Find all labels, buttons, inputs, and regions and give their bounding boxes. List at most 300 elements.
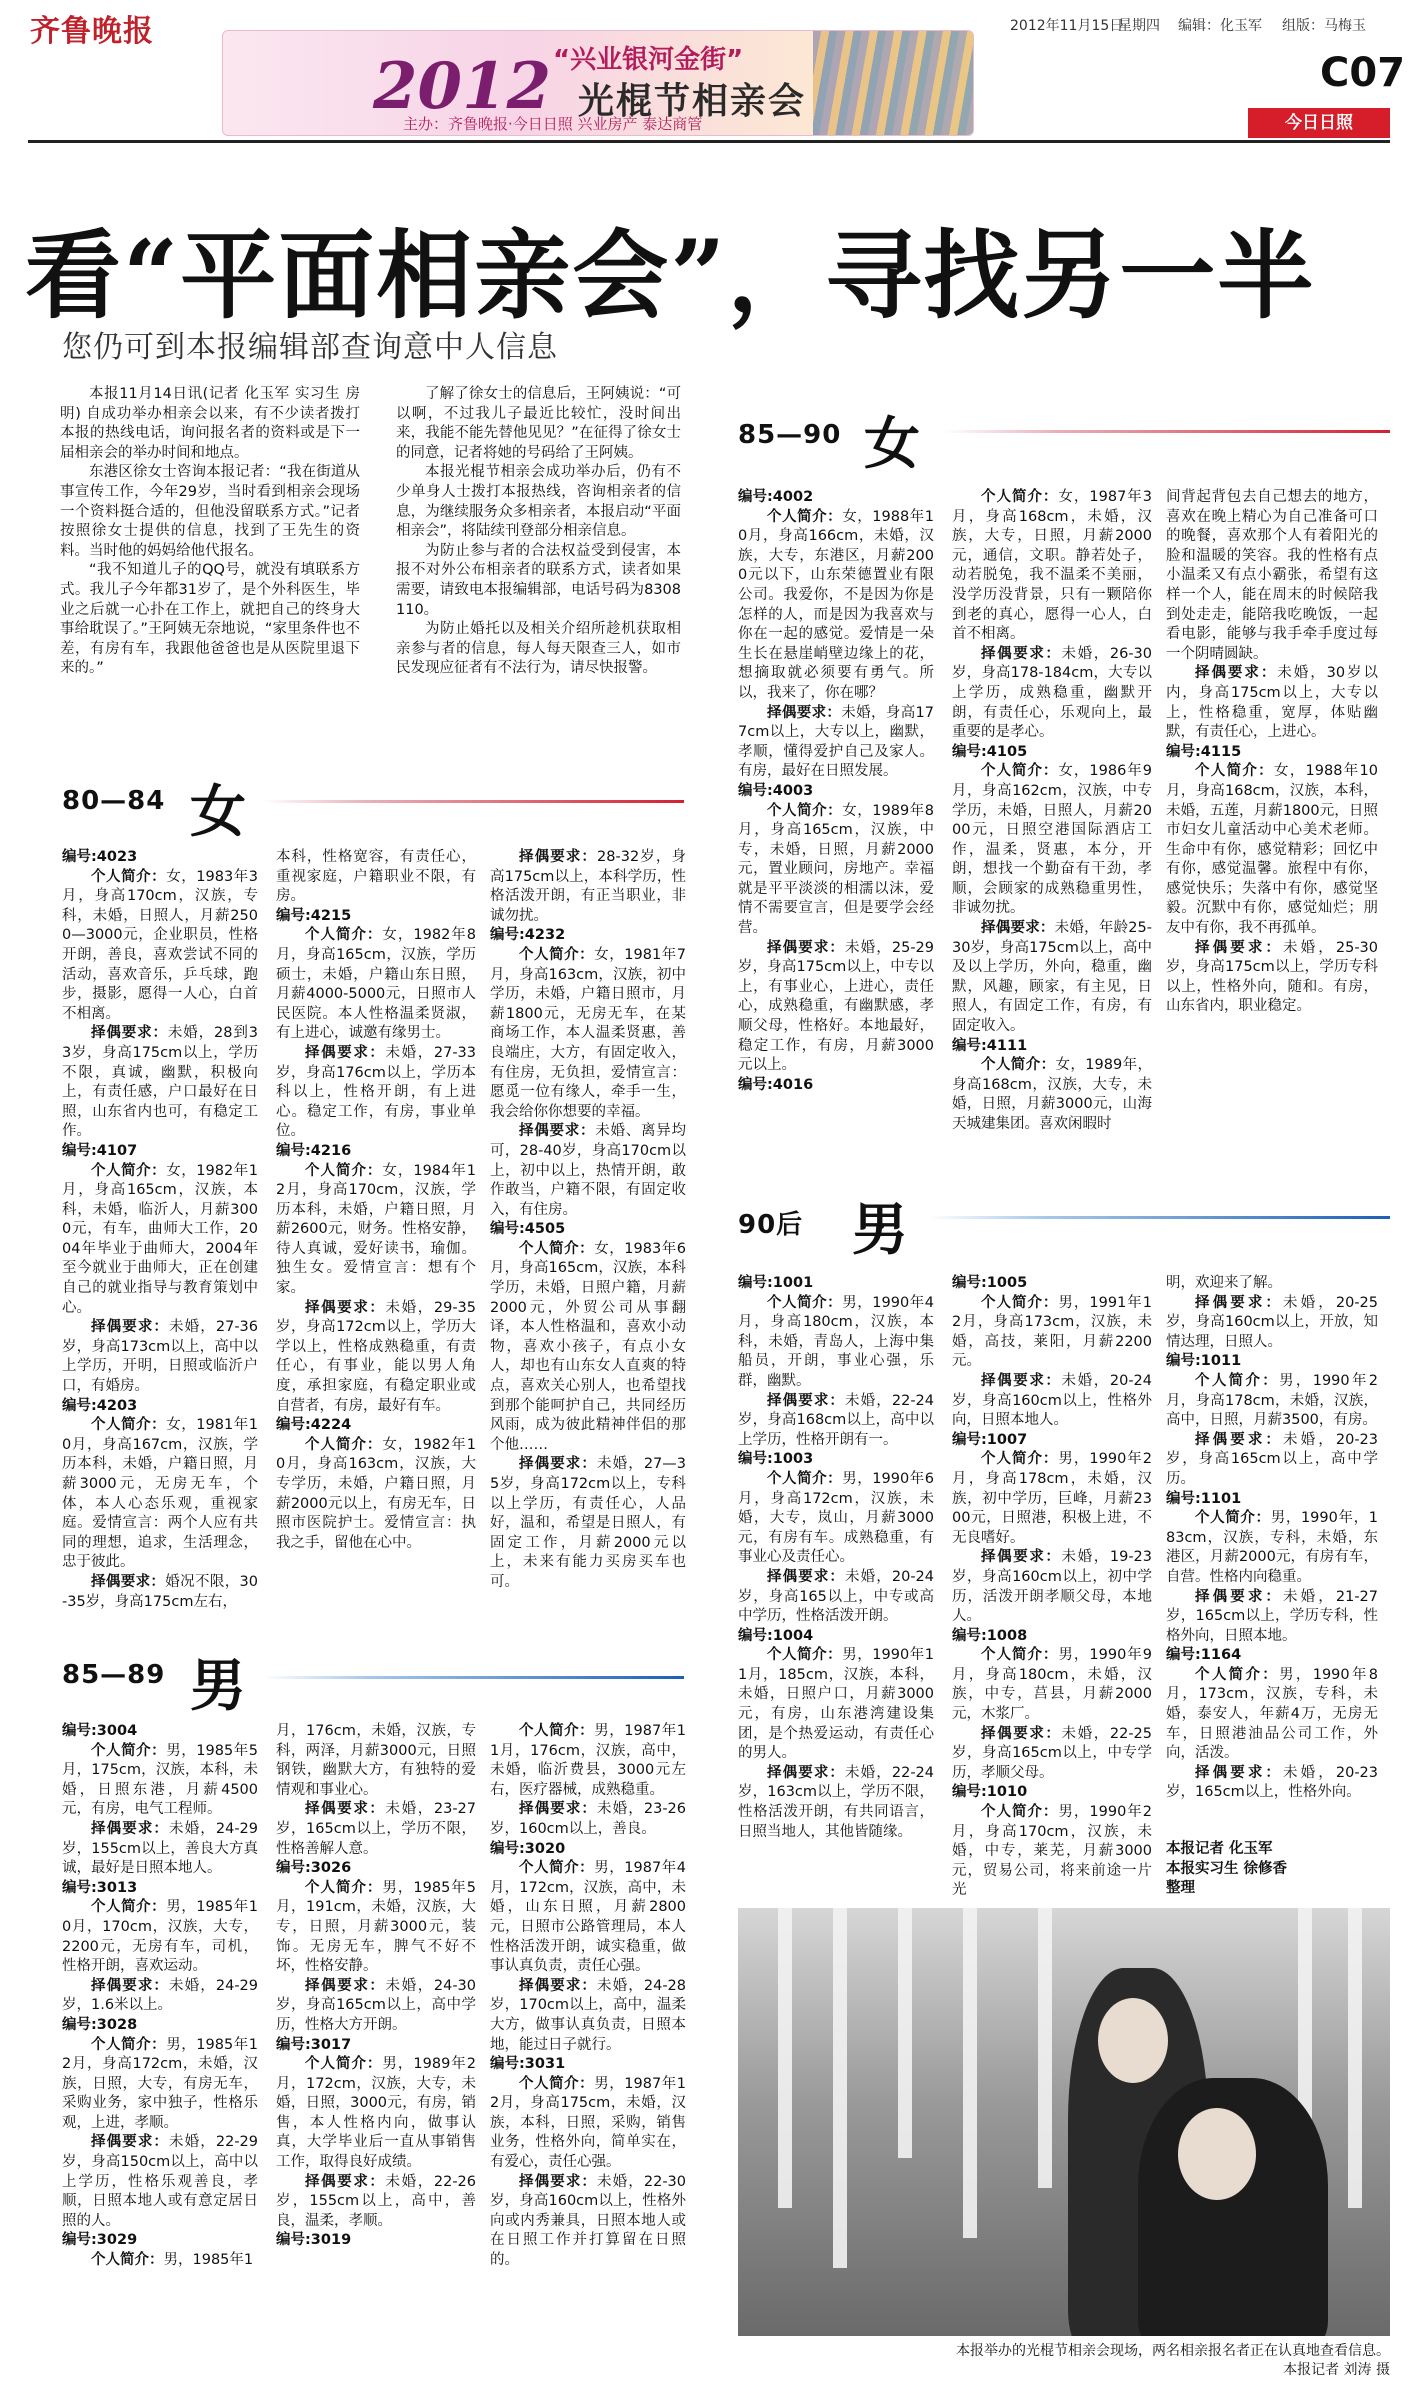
profile-text: 女，1984年12月，身高170cm，汉族，学历本科，未婚，户籍日照，月薪2600元，财务。性格安静，待人真诚，爱好读书，瑜伽。独生女。爱情宣言：想有个家。 (276, 1162, 476, 1297)
entry-profile (1166, 1509, 1378, 1587)
profile-label: 个人简介： (1195, 1510, 1271, 1527)
profile-label: 个人简介： (305, 1162, 383, 1179)
entry-requirements (62, 1573, 258, 1612)
entry-profile (738, 802, 934, 939)
entry-profile (62, 1162, 258, 1319)
listing-entry (952, 1627, 1152, 1784)
profile-text: 男，1987年4月，172cm，汉族，高中，未婚，山东日照，月薪2800元，日照市公路管理局，本人性格活泼开朗，诚实稳重，做事认真负责，责任心强。 (490, 1860, 686, 1975)
entry-code: 编号:4003 (738, 782, 814, 799)
entry-code: 编号:3004 (62, 1723, 138, 1739)
entry-code: 编号:3019 (276, 2232, 352, 2249)
entry-requirements (62, 1318, 258, 1396)
profile-text: 女，1989年，身高168cm，汉族，大专，未婚，日照，月薪3000元，山海天城建集团。喜欢闲暇时 (952, 1057, 1152, 1132)
profile-label: 个人简介： (519, 1240, 595, 1257)
requirements-label: 择偶要求： (981, 1372, 1062, 1389)
listing-column (1166, 488, 1378, 1017)
listing-entry (1166, 1274, 1378, 1294)
requirements-label: 择偶要求： (1195, 1294, 1284, 1311)
entry-requirements (738, 704, 934, 782)
listing-entry (276, 848, 476, 907)
entry-requirements (276, 1977, 476, 2036)
requirements-text: 未婚，27—35岁，身高172cm以上，专科以上学历，有责任心，人品好，温和，希望是日照人，有固定工作，月薪2000元以上，未来有能力买房买车也可。 (490, 1456, 686, 1590)
requirements-label: 择偶要求： (1195, 1431, 1284, 1448)
requirements-label: 择偶要求： (305, 1977, 386, 1994)
listing-entry (62, 1142, 258, 1397)
entry-code: 编号:4002 (738, 489, 814, 505)
section-rule (944, 430, 1390, 433)
requirements-label: 择偶要求： (91, 1319, 170, 1336)
byline-intern: 本报实习生 徐修香 (1166, 1860, 1288, 1877)
requirements-label: 择偶要求： (91, 1573, 166, 1590)
listing-entry (952, 743, 1152, 1037)
entry-requirements (1166, 1431, 1378, 1490)
issue-date: 2012年11月15日 (1010, 18, 1124, 34)
requirements-text: 未婚，22-25岁，身高165cm以上，中专学历，孝顺父母。 (952, 1725, 1153, 1781)
entry-requirements (62, 1820, 258, 1879)
header-divider (28, 140, 1390, 143)
intro-paragraph: 了解了徐女士的信息后，王阿姨说：“可以啊，不过我儿子最近比较忙，没时间出来，我能不能先替他见见？”在征得了徐女士的同意，记者将她的号码给了王阿姨。 (396, 386, 681, 461)
entry-requirements (490, 848, 686, 926)
entry-profile (490, 1859, 686, 1977)
profile-text: 男，1990年，183cm，汉族，专科，未婚，东港区，月薪2000元，有房有车，自营。性格内向稳重。 (1166, 1510, 1378, 1585)
layout-credit: 组版：马梅玉 (1282, 18, 1366, 34)
profile-text: 女，1982年10月，身高163cm，汉族，大专学历，未婚，户籍日照，月薪2000元以上，有房无车，日照市医院护士。爱情宣言：执我之手，留他在心中。 (276, 1436, 476, 1551)
entry-profile (490, 946, 686, 1122)
profile-text: 男，1990年4月，身高180cm，汉族，本科，未婚，青岛人，上海中集船员，开朗，事业心强，乐群，幽默。 (738, 1294, 934, 1389)
requirements-label: 择偶要求： (767, 1568, 846, 1585)
byline (1166, 1840, 1378, 1899)
listing-column (490, 848, 686, 1593)
entry-profile (490, 1722, 686, 1800)
entry-profile (738, 1470, 934, 1568)
entry-profile (276, 1436, 476, 1554)
intro-paragraph: “我不知道儿子的QQ号，就没有填联系方式。我儿子今年都31岁了，是个外科医生，毕业之后就一心扑在工作上，就把自己的终身大事给耽误了。”王阿姨无奈地说，“家里条件也不差，有房有车，我跟他爸爸也是从医院里退下来的。” (60, 562, 360, 677)
entry-requirements (952, 1372, 1152, 1431)
profile-label: 个人简介： (1195, 1666, 1280, 1683)
entry-profile (62, 2036, 258, 2134)
entry-requirements (1166, 1588, 1378, 1647)
requirements-label: 择偶要求： (981, 1549, 1062, 1566)
section-sex-male: 男 (852, 1197, 908, 1263)
profile-label: 个人简介： (91, 1742, 167, 1759)
entry-requirements (952, 1548, 1152, 1626)
profile-text: 男，1990年8月，173cm，汉族，专科，未婚，泰安人，年薪4万，无房无车，日照港油品公司工作，外向，活泼。 (1166, 1666, 1378, 1762)
requirements-text: 未婚、离异均可，28-40岁，身高170cm以上，初中以上，热情开朗，敢作敢当，户籍不限，有固定收入，有住房。 (490, 1123, 686, 1218)
profile-text: 男，1990年2月，身高178cm，未婚，汉族，初中学历，巨峰，月薪2300元，日照港，积极上进，不无良嗜好。 (952, 1451, 1152, 1546)
requirements-label: 择偶要求： (767, 1764, 846, 1781)
entry-profile (276, 2055, 476, 2173)
requirements-label: 择偶要求： (981, 1725, 1062, 1742)
entry-code: 编号:1008 (952, 1627, 1028, 1644)
entry-code: 编号:1007 (952, 1431, 1028, 1448)
section-age-80-84: 80—84 (62, 786, 166, 816)
listing-entry (490, 926, 686, 1220)
entry-continued-text: 间背起背包去自己想去的地方，喜欢在晚上精心为自己准备可口的晚餐，喜欢那个人有着阳光的脸和温暖的笑容。我的性格有点小温柔又有点小霸张，希望有这样一个人，能在周末的时候陪我到处走走，能陪我吃晚饭，一起看电影，能够与我手牵手度过每一个阴晴圆缺。 (1166, 489, 1378, 662)
entry-requirements (738, 1392, 934, 1451)
section-sex-female: 女 (190, 779, 246, 845)
entry-code: 编号:4216 (276, 1142, 352, 1159)
listing-entry (62, 2016, 258, 2232)
listing-entry (952, 1274, 1152, 1431)
entry-code: 编号:1164 (1166, 1647, 1242, 1664)
section-sex-male: 男 (190, 1653, 246, 1719)
listing-entry (738, 1450, 934, 1626)
entry-code: 编号:4105 (952, 743, 1028, 760)
entry-code: 编号:1101 (1166, 1490, 1242, 1507)
intro-paragraph: 本报光棍节相亲会成功举办后，仍有不少单身人士拨打本报热线，咨询相亲者的信息，为继续服务众多相亲者，本报启动“平面相亲会”，将陆续刊登部分相亲信息。 (396, 464, 681, 540)
listing-entry (490, 1220, 686, 1592)
section-badge: 今日日照 (1248, 108, 1390, 138)
listing-entry (1166, 1646, 1378, 1803)
listing-entry (952, 488, 1152, 743)
requirements-text: 未婚，24-29岁，155cm以上，善良大方真诚，最好是日照本地人。 (62, 1820, 259, 1877)
entry-code: 编号:4203 (62, 1397, 138, 1414)
listing-entry (738, 488, 934, 782)
entry-code: 编号:3031 (490, 2056, 566, 2073)
profile-text: 女，1983年6月，身高165cm，汉族，本科学历，未婚，日照户籍，月薪2000元，外贸公司从事翻译，本人性格温和，喜欢小动物，喜欢小孩子，有点小女人，却也有山东女人直爽的特点，喜欢关心别人，也希望找到那个能呵护自己，共同经历风雨，成为彼此精神伴侣的那个他…… (490, 1240, 686, 1453)
entry-requirements (276, 1800, 476, 1859)
section-rule (262, 1676, 684, 1679)
entry-requirements (62, 1024, 258, 1142)
profile-label: 个人简介： (981, 1294, 1059, 1311)
entry-code: 编号:3013 (62, 1879, 138, 1896)
requirements-label: 择偶要求： (767, 704, 842, 721)
event-photo (738, 1908, 1390, 2336)
profile-label: 个人简介： (91, 1417, 167, 1434)
requirements-text: 未婚，24-30岁，身高165cm以上，高中学历，性格大方开朗。 (276, 1977, 477, 2033)
listing-column (952, 1274, 1152, 1901)
listing-entry (490, 2055, 686, 2271)
intro-column-1 (60, 385, 360, 679)
requirements-text: 未婚，29-35岁，身高172cm以上，学历大学以上，性格成熟稳重，有责任心，有事业，能以男人角度，承担家庭，有稳定职业或自营者，有房，最好有车。 (276, 1299, 477, 1414)
requirements-label: 择偶要求： (305, 1801, 386, 1818)
entry-profile (62, 1742, 258, 1820)
entry-code: 编号:3028 (62, 2016, 138, 2033)
profile-text: 男，1985年1 (163, 2252, 254, 2269)
photo-credit: 本报记者 刘涛 摄 (1283, 2362, 1390, 2378)
entry-requirements (1166, 664, 1378, 742)
entry-code: 编号:1011 (1166, 1353, 1242, 1370)
profile-text: 男，1991年12月，身高173cm，汉族，未婚，高技，莱阳，月薪2200元。 (952, 1294, 1152, 1370)
listing-entry (1166, 664, 1378, 742)
requirements-label: 择偶要求： (1195, 939, 1284, 956)
entry-profile (1166, 762, 1378, 938)
profile-label: 个人简介： (981, 1804, 1059, 1821)
listing-entry (952, 1037, 1152, 1135)
listing-column (738, 1274, 934, 1842)
entry-profile (952, 762, 1152, 919)
listing-entry (62, 1722, 258, 1879)
entry-profile (952, 488, 1152, 645)
requirements-text: 未婚，22-24岁，身高168cm以上，高中以上学历，性格开朗有一。 (738, 1392, 935, 1448)
entry-profile (276, 1162, 476, 1299)
entry-requirements (62, 2133, 258, 2231)
entry-requirements (490, 1122, 686, 1220)
entry-code: 编号:4224 (276, 1417, 352, 1434)
entry-code: 编号:1010 (952, 1784, 1028, 1801)
listing-entry (738, 782, 934, 1076)
requirements-text: 未婚，19-23岁，身高160cm以上，初中学历，活泼开朗孝顺父母，本地人。 (952, 1549, 1153, 1625)
profile-label: 个人简介： (767, 508, 843, 525)
requirements-text: 未婚，28到33岁，身高175cm以上，学历不限，真诚，幽默，积极向上，有责任感，户口最好在日照，山东省内也可，有稳定工作。 (62, 1025, 258, 1140)
entry-requirements (490, 2173, 686, 2271)
requirements-label: 择偶要求： (519, 1977, 598, 1994)
profile-label: 个人简介： (91, 1899, 167, 1916)
listing-entry (1166, 1352, 1378, 1489)
entry-profile (952, 1803, 1152, 1901)
listing-entry (276, 907, 476, 1142)
requirements-text: 未婚，22-29岁，身高150cm以上，高中以上学历，性格乐观善良，孝顺，日照本地人或有意定居日照的人。 (62, 2134, 259, 2229)
page-code: C07 (1320, 50, 1406, 96)
listing-column (62, 1722, 258, 2271)
profile-label: 个人简介： (91, 868, 167, 885)
requirements-label: 择偶要求： (1195, 665, 1278, 682)
entry-requirements (490, 1800, 686, 1839)
profile-text: 女，1981年10月，身高167cm，汉族，学历本科，未婚，户籍日照，月薪3000元，无房无车，个体，本人心态乐观，重视家庭。爱情宣言：两个人应有共同的理想，追求，生活理念，忠于彼此。 (62, 1417, 258, 1571)
entry-code: 编号:4107 (62, 1142, 138, 1159)
profile-text: 男，1985年5月，191cm，未婚，汉族，大专，日照，月薪3000元，装饰。无房无车，脾气不好不坏，性格安静。 (276, 1879, 476, 1975)
listing-entry (276, 1416, 476, 1553)
profile-label: 个人简介： (519, 946, 595, 963)
profile-text: 男，1990年9月，身高180cm，未婚，汉族，中专，莒县，月薪2000元，木浆厂。 (952, 1647, 1152, 1723)
profile-text: 男，1990年11月，185cm，汉族，本科，未婚，日照户口，月薪3000元，有房，山东港湾建设集团，是个热爱运动，有责任心的男人。 (738, 1647, 934, 1762)
entry-requirements (276, 2173, 476, 2232)
requirements-label: 择偶要求： (519, 1123, 596, 1140)
requirements-text: 未婚，24-28岁，170cm以上，高中，温柔大方，做事认真负责，日照本地，能过日子就行。 (490, 1977, 687, 2053)
requirements-label: 择偶要求： (981, 645, 1062, 662)
entry-profile (1166, 1666, 1378, 1764)
listing-entry (276, 2036, 476, 2232)
requirements-text: 未婚，24-29岁，1.6米以上。 (62, 1977, 259, 2014)
entry-profile (738, 508, 934, 704)
entry-profile (952, 1450, 1152, 1548)
requirements-text: 28-32岁，身高175cm以上，本科学历，性格活泼开朗，有正当职业，非诚勿扰。 (490, 849, 687, 924)
listing-column (490, 1722, 686, 2271)
entry-code: 编号:3029 (62, 2232, 138, 2249)
profile-text: 男，1987年11月，176cm，汉族，高中，未婚，临沂费县，3000元左右，医疗器械，成熟稳重。 (490, 1723, 686, 1798)
masthead-logo: 齐鲁晚报 (30, 14, 154, 49)
listing-entry (1166, 1490, 1378, 1647)
entry-code: 编号:3017 (276, 2036, 352, 2053)
listing-entry (738, 1627, 934, 1843)
entry-requirements (952, 645, 1152, 743)
banner-title-2: 光棍节相亲会 (578, 81, 807, 122)
requirements-label: 择偶要求： (767, 939, 846, 956)
listing-column (952, 488, 1152, 1135)
entry-profile (276, 1879, 476, 1977)
section-rule (928, 1216, 1390, 1219)
listing-entry (276, 2231, 476, 2251)
entry-profile (62, 1416, 258, 1573)
profile-label: 个人简介： (519, 1723, 595, 1739)
entry-profile (490, 2075, 686, 2173)
profile-text: 男，1985年12月，身高172cm，未婚，汉族，日照，大专，有房无车，采购业务，家中独子，性格乐观，上进，孝顺。 (62, 2036, 258, 2131)
entry-requirements (738, 1568, 934, 1627)
entry-profile (738, 1646, 934, 1764)
banner-title-1: “兴业银河金街” (553, 45, 744, 75)
profile-text: 男，1989年2月，172cm，汉族，大专，未婚，日照，3000元，有房，销售，本人性格内向，做事认真，大学毕业后一直从事销售工作，取得良好成绩。 (276, 2056, 476, 2171)
profile-label: 个人简介： (1195, 763, 1274, 780)
entry-requirements (490, 1455, 686, 1592)
profile-text: 女，1987年3月，身高168cm，未婚，汉族，大专，日照，月薪2000元，通信，文职。静若处子，动若脱兔，我不温柔不美丽，没学历没背景，只有一颗陪你到老的真心，愿得一心人，白首不相离。 (952, 489, 1152, 643)
entry-requirements (952, 919, 1152, 1037)
entry-code: 编号:4232 (490, 927, 566, 944)
listing-column (276, 848, 476, 1553)
entry-code: 编号:3020 (490, 1840, 566, 1857)
profile-label: 个人简介： (1195, 1372, 1280, 1389)
listing-entry (276, 1142, 476, 1416)
requirements-label: 择偶要求： (1195, 1764, 1284, 1781)
entry-profile (276, 926, 476, 1044)
listing-column (738, 488, 934, 1095)
requirements-label: 择偶要求： (305, 2173, 386, 2190)
profile-text: 男，1990年2月，身高170cm，汉族，未婚，中专，莱芜，月薪3000元，贸易公司，将来前途一片光 (952, 1804, 1152, 1899)
requirements-text: 未婚，20-24岁，身高165以上，中专或高中学历，性格活泼开朗。 (738, 1568, 935, 1625)
requirements-text: 未婚，20-23岁，身高165cm以上，高中学历。 (1166, 1431, 1379, 1487)
profile-text: 女，1989年8月，身高165cm，汉族，中专，未婚，日照，月薪2000元，置业顾问，房地产。幸福就是平平淡淡的相濡以沫，爱情不需要宣言，但是要学会经营。 (738, 802, 934, 937)
entry-continued-text: 本科，性格宽容，有责任心，重视家庭，户籍职业不限，有房。 (276, 849, 476, 905)
requirements-text: 未婚，20-25岁，身高160cm以上，开放，知情达理，日照人。 (1166, 1294, 1379, 1350)
entry-code: 编号:4215 (276, 907, 352, 924)
entry-profile (62, 868, 258, 1025)
listing-entry (62, 2231, 258, 2270)
requirements-label: 择偶要求： (767, 1392, 846, 1409)
profile-text: 女，1982年8月，身高165cm，汉族，学历硕士，未婚，户籍山东日照，月薪4000-5000元，日照市人民医院。本人性格温柔贤淑，有上进心，诚邀有缘男士。 (276, 927, 476, 1042)
requirements-text: 未婚，22-30岁，身高160cm以上，性格外向或内秀兼具，日照本地人或在日照工作并打算留在日照的。 (490, 2173, 687, 2269)
listing-entry (738, 1076, 934, 1096)
requirements-label: 择偶要求： (519, 849, 598, 865)
profile-text: 男，1985年5月，175cm，汉族，本科，未婚，日照东港，月薪4500元，有房，电气工程师。 (62, 1742, 258, 1818)
profile-label: 个人简介： (981, 1647, 1059, 1664)
entry-profile (952, 1056, 1152, 1134)
intro-paragraph: 东港区徐女士咨询本报记者：“我在街道从事宣传工作，今年29岁，当时看到相亲会现场一个资料挺合适的，但他没留联系方式。”记者按照徐女士提供的信息，找到了王先生的资料。当时他的妈妈给他代报名。 (60, 464, 360, 559)
profile-label: 个人简介： (519, 1860, 595, 1877)
event-banner (222, 30, 974, 136)
listing-entry (738, 1274, 934, 1450)
profile-text: 男，1985年10月，170cm，汉族，大专，2200元，无房有车，司机，性格开朗，喜欢运动。 (62, 1899, 258, 1975)
entry-requirements (1166, 939, 1378, 1017)
entry-continued-text: 月，176cm，未婚，汉族，专科，两泽，月薪3000元，日照钢铁，幽默大方，有独特的爱情观和事业心。 (276, 1723, 476, 1798)
requirements-text: 未婚，20-23岁，165cm以上，性格外向。 (1166, 1764, 1379, 1801)
profile-text: 男，1990年2月，身高178cm，未婚，汉族，高中，日照，月薪3500，有房。 (1166, 1372, 1378, 1429)
requirements-text: 未婚，26-30岁，身高178-184cm，大专以上学历，成熟稳重，幽默开朗，有责任心，乐观向上，最重要的是孝心。 (952, 645, 1153, 741)
requirements-text: 未婚，27-33岁，身高176cm以上，学历本科以上，性格开朗，有上进心。稳定工作，有房，事业单位。 (276, 1044, 477, 1140)
profile-label: 个人简介： (519, 2075, 595, 2092)
requirements-text: 未婚，20-24岁，身高160cm以上，性格外向，日照本地人。 (952, 1372, 1153, 1429)
photo-caption-text: 本报举办的光棍节相亲会现场，两名相亲报名者正在认真地查看信息。 (956, 2343, 1390, 2359)
section-age-85-90: 85—90 (738, 420, 842, 450)
entry-profile (490, 1240, 686, 1456)
profile-text: 女，1983年3月，身高170cm，汉族，专科，未婚，日照人，月薪2500—3000元，企业职员，性格开朗，善良，喜欢尝试不同的活动，喜欢音乐，乒乓球，跑步，摄影，愿得一人心，白首不相离。 (62, 868, 258, 1022)
profile-label: 个人简介： (767, 1294, 843, 1311)
requirements-label: 择偶要求： (305, 1044, 386, 1061)
listing-column (62, 848, 258, 1612)
profile-text: 女，1982年1月，身高165cm，汉族，本科，未婚，临沂人，月薪3000元，有车，曲师大工作，2004年毕业于曲师大，2004年至今就业于曲师大，正在创建自己的就业指导与教育策划中心。 (62, 1162, 258, 1316)
requirements-text: 未婚，21-27岁，165cm以上，学历专科，性格外向，日照本地。 (1166, 1588, 1379, 1644)
profile-text: 女，1986年9月，身高162cm，汉族，中专学历，未婚，日照人，月薪2000元，日照空港国际酒店工作，温柔，贤惠，本分，开朗，想找一个勤奋有干劲，孝顺，会顾家的成熟稳重男性，非诚勿扰。 (952, 763, 1152, 917)
entry-profile (738, 1294, 934, 1392)
byline-compiled: 整理 (1166, 1880, 1195, 1897)
listing-column (1166, 1274, 1378, 1803)
requirements-text: 未婚，22-26岁，155cm以上，高中，善良，温柔，孝顺。 (276, 2173, 477, 2229)
profile-text: 女，1988年10月，身高168cm，汉族，本科，未婚，五莲，月薪1800元，日照市妇女儿童活动中心美术老师。生命中有你，感觉精彩；回忆中有你，感觉温馨。旅程中有你，感觉快乐；失落中有你，感觉坚毅。沉默中有你，感觉灿烂；朋友中有你，我不再孤单。 (1166, 763, 1378, 937)
entry-profile (1166, 1372, 1378, 1431)
banner-logo: 2012 (373, 49, 552, 124)
banner-sponsors: 主办：齐鲁晚报·今日日照 兴业房产 泰达商管 (403, 115, 703, 133)
profile-label: 个人简介： (91, 2252, 164, 2269)
requirements-text: 未婚，23-26岁，160cm以上，善良。 (490, 1801, 687, 1837)
entry-requirements (738, 1764, 934, 1842)
listing-entry (62, 1397, 258, 1613)
profile-text: 男，1990年6月，身高172cm，汉族，未婚，大专，岚山，月薪3000元，有房有车。成熟稳重，有事业心及责任心。 (738, 1470, 934, 1566)
listing-entry (62, 1879, 258, 2016)
entry-code: 编号:1003 (738, 1451, 814, 1468)
requirements-text: 未婚，身高177cm以上，大专以上，幽默，孝顺，懂得爱护自己及家人。有房，最好在日照发展。 (738, 704, 935, 780)
requirements-text: 未婚，23-27岁，165cm以上，学历不限，性格善解人意。 (276, 1801, 477, 1857)
headline: 看“平面相亲会”，寻找另一半 (25, 219, 1316, 332)
photo-caption (800, 2342, 1390, 2380)
entry-requirements (62, 1977, 258, 2016)
profile-label: 个人简介： (305, 1436, 383, 1453)
listing-entry (276, 1859, 476, 2035)
listing-entry (276, 1800, 476, 1859)
requirements-text: 未婚，27-36岁，身高173cm以上，高中以上学历，开明，日照或临沂户口，有婚房。 (62, 1319, 259, 1395)
profile-text: 女，1988年10月，身高166cm，未婚，汉族，大专，东港区，月薪2000元以下，山东荣德置业有限公司。我爱你，不是因为你是怎样的人，而是因为我喜欢与你在一起的感觉。爱情是一朵生长在悬崖峭壁边缘上的花，想摘取就必须要有勇气。所以，我来了，你在哪？ (738, 508, 934, 701)
editor-credit: 编辑：化玉军 (1178, 18, 1262, 34)
entry-profile (62, 1898, 258, 1976)
listing-entry (490, 848, 686, 926)
intro-column-2 (396, 385, 681, 679)
requirements-label: 择偶要求： (1195, 1588, 1284, 1605)
requirements-label: 择偶要求： (91, 2134, 170, 2151)
entry-requirements (952, 1725, 1152, 1784)
entry-code: 编号:4115 (1166, 743, 1242, 760)
entry-code: 编号:1001 (738, 1275, 814, 1291)
entry-requirements (276, 1299, 476, 1417)
entry-code: 编号:4023 (62, 849, 138, 865)
listing-entry (276, 1722, 476, 1800)
entry-profile (62, 2251, 258, 2271)
listing-entry (952, 1431, 1152, 1627)
entry-code: 编号:3026 (276, 1860, 352, 1877)
requirements-label: 择偶要求： (91, 1025, 168, 1042)
profile-label: 个人简介： (305, 2056, 383, 2073)
listing-entry (1166, 488, 1378, 664)
intro-paragraph: 为防止婚托以及相关介绍所趁机获取相亲参与者的信息，每人每天限查三人，如市民发现应征者有不法行为，请尽快报警。 (396, 621, 681, 677)
entry-code: 编号:4016 (738, 1076, 814, 1093)
profile-label: 个人简介： (981, 489, 1059, 505)
requirements-label: 择偶要求： (519, 1801, 598, 1818)
profile-text: 男，1987年12月，身高175cm，未婚，汉族，本科，日照，采购，销售业务，性格外向，简单实在，有爱心，责任心强。 (490, 2075, 686, 2171)
section-age-90s: 90后 (738, 1210, 804, 1240)
requirements-label: 择偶要求： (519, 2173, 598, 2190)
profile-label: 个人简介： (767, 1647, 843, 1664)
section-rule (262, 800, 684, 803)
profile-text: 女，1981年7月，身高163cm，汉族，初中学历，未婚，户籍日照市，月薪1800元，无房无车，在某商场工作，本人温柔贤惠，善良端庄，大方，有固定收入，有住房，无负担，爱情宣言：愿觅一位有缘人，牵手一生，我会给你你想要的幸福。 (490, 946, 686, 1120)
requirements-text: 婚况不限，30-35岁，身高175cm左右， (62, 1573, 259, 1610)
profile-label: 个人简介： (767, 802, 843, 819)
requirements-label: 择偶要求： (305, 1299, 386, 1316)
profile-label: 个人简介： (981, 1451, 1059, 1468)
intro-paragraph: 本报11月14日讯(记者 化玉军 实习生 房明) 自成功举办相亲会以来，有不少读者拨打本报的热线电话，询问报名者的资料或是下一届相亲会的举办时间和地点。 (60, 386, 360, 461)
listing-entry (1166, 1294, 1378, 1353)
entry-code: 编号:1004 (738, 1627, 814, 1644)
entry-requirements (490, 1977, 686, 2055)
entry-requirements (1166, 1294, 1378, 1353)
banner-crowd-photo (813, 31, 973, 135)
requirements-text: 未婚，22-24岁，163cm以上，学历不限，性格活泼开朗，有共同语言，日照当地人，其他皆随缘。 (738, 1764, 935, 1840)
profile-label: 个人简介： (981, 763, 1059, 780)
